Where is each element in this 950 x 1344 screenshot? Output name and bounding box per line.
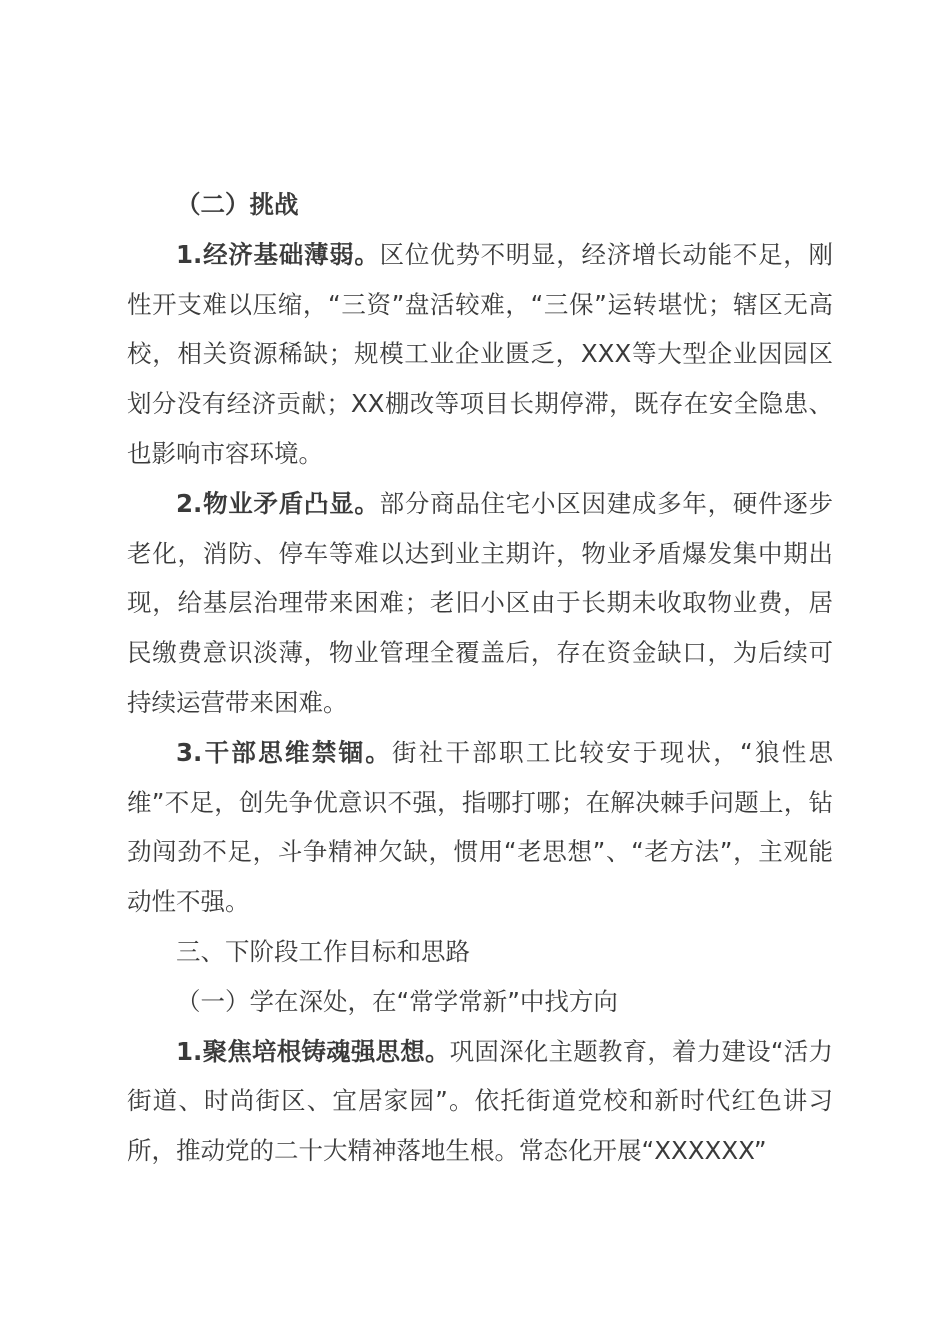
paragraph-body: 区位优势不明显，经济增长动能不足，刚性开支难以压缩，“三资”盘活较难，“三保”运转堪忧；辖区无高校，相关资源稀缺；规模工业企业匮乏，XXX等大型企业因园区划分没有经济贡献；XX棚改等项目长期停滞，既存在安全隐患、也影响市容环境。 — [127, 239, 834, 468]
heading-next-stage-goals: 三、下阶段工作目标和思路 — [176, 936, 470, 966]
paragraph-body: 部分商品住宅小区因建成多年，硬件逐步老化，消防、停车等难以达到业主期许，物业矛盾爆发集中期出现，给基层治理带来困难；老旧小区由于长期未收取物业费，居民缴费意识淡薄，物业管理全覆盖后，存在资金缺口，为后续可持续运营带来困难。 — [127, 488, 834, 717]
paragraph-property-conflicts — [127, 479, 833, 728]
paragraph-lead: 1.聚焦培根铸魂强思想。 — [176, 1036, 450, 1066]
paragraph-lead: 1.经济基础薄弱。 — [176, 239, 380, 269]
paragraph-lead: 3.干部思维禁锢。 — [176, 737, 392, 767]
document-page — [127, 180, 833, 1176]
paragraph-body: 巩固深化主题教育，着力建设“活力街道、时尚街区、宜居家园”。依托街道党校和新时代红色讲习所，推动党的二十大精神落地生根。常态化开展“XXXXXX” — [127, 1036, 833, 1166]
heading-challenges: （二）挑战 — [176, 190, 299, 219]
paragraph-body: 街社干部职工比较安于现状，“狼性思维”不足，创先争优意识不强，指哪打哪；在解决棘手问题上，钻劲闯劲不足，斗争精神欠缺，惯用“老思想”、“老方法”，主观能动性不强。 — [127, 737, 833, 917]
paragraph-economic-foundation — [127, 230, 833, 479]
paragraph-lead: 2.物业矛盾凸显。 — [176, 488, 380, 518]
heading-learn-deeply: （一）学在深处，在“常学常新”中找方向 — [176, 986, 618, 1016]
paragraph-cadre-thinking — [127, 728, 833, 927]
paragraph-strengthen-thought — [127, 1027, 833, 1176]
